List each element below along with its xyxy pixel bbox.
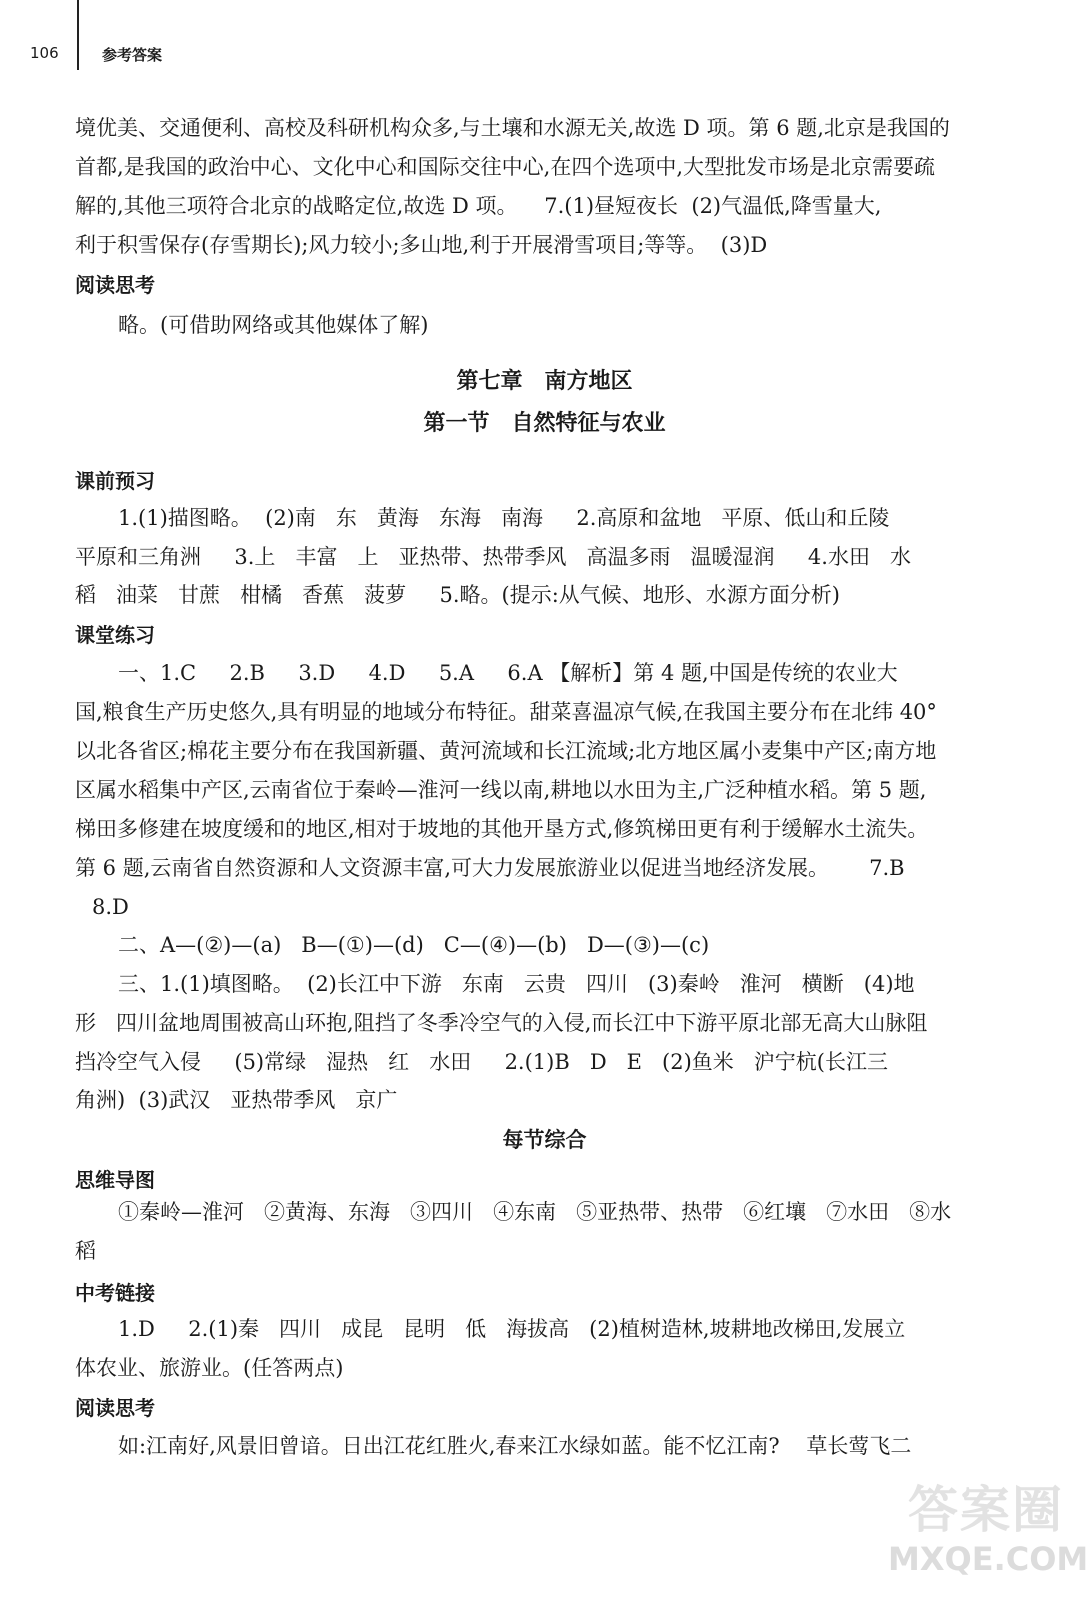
running-title: 参考答案	[102, 46, 163, 64]
section-heading-reading: 阅读思考	[75, 1396, 155, 1420]
text-line: 角洲) (3)武汉 亚热带季风 京广	[75, 1088, 398, 1112]
text-line: 解的,其他三项符合北京的战略定位,故选 D 项。 7.(1)昼短夜长 (2)气温低,降雪量大,	[75, 194, 882, 218]
text-line: 稻	[75, 1239, 96, 1263]
watermark-url: MXQE.COM	[888, 1540, 1089, 1578]
text-line: 利于积雪保存(存雪期长);风力较小;多山地,利于开展滑雪项目;等等。 (3)D	[75, 233, 768, 257]
text-line: 首都,是我国的政治中心、文化中心和国际交往中心,在四个选项中,大型批发市场是北京需要疏	[75, 155, 936, 179]
summary-heading: 每节综合	[502, 1128, 587, 1152]
text-line: 三、1.(1)填图略。 (2)长江中下游 东南 云贵 四川 (3)秦岭 淮河 横断 (4)地	[118, 972, 915, 996]
text-line: 略。(可借助网络或其他媒体了解)	[118, 313, 429, 337]
chapter-title: 第七章 南方地区	[456, 368, 633, 394]
text-line: 形 四川盆地周围被高山环抱,阻挡了冬季冷空气的入侵,而长江中下游平原北部无高大山脉阻	[75, 1011, 928, 1035]
watermark-logo-text: 答案圈	[908, 1481, 1064, 1539]
text-line: 稻 油菜 甘蔗 柑橘 香蕉 菠萝 5.略。(提示:从气候、地形、水源方面分析)	[75, 583, 841, 607]
text-line: 区属水稻集中产区,云南省位于秦岭—淮河一线以南,耕地以水田为主,广泛种植水稻。第 5 题,	[75, 778, 927, 802]
text-line: 梯田多修建在坡度缓和的地区,相对于坡地的其他开垦方式,修筑梯田更有利于缓解水土流失。	[75, 817, 929, 841]
text-line: 体农业、旅游业。(任答两点)	[75, 1356, 344, 1380]
text-line: 如:江南好,风景旧曾谙。日出江花红胜火,春来江水绿如蓝。能不忆江南? 草长莺飞二	[118, 1434, 912, 1458]
section-heading-reading: 阅读思考	[75, 273, 155, 297]
watermark-logo	[888, 1470, 1089, 1590]
text-line: 8.D	[92, 895, 129, 919]
page-number: 106	[30, 44, 59, 62]
section-heading-practice: 课堂练习	[75, 623, 155, 647]
section-heading-preview: 课前预习	[75, 469, 155, 493]
text-line: 一、1.C 2.B 3.D 4.D 5.A 6.A 【解析】第 4 题,中国是传统的农业大	[118, 661, 898, 685]
page-header	[0, 0, 1089, 80]
text-line: 挡冷空气入侵 (5)常绿 湿热 红 水田 2.(1)B D E (2)鱼米 沪宁杭(长江三	[75, 1050, 888, 1074]
text-line: 第 6 题,云南省自然资源和人文资源丰富,可大力发展旅游业以促进当地经济发展。 7.B	[75, 856, 905, 880]
text-line: 二、A—(②)—(a) B—(①)—(d) C—(④)—(b) D—(③)—(c)	[118, 933, 710, 957]
text-line: 国,粮食生产历史悠久,具有明显的地域分布特征。甜菜喜温凉气候,在我国主要分布在北纬 40°	[75, 700, 937, 724]
section-heading-mindmap: 思维导图	[75, 1168, 155, 1192]
header-divider	[77, 0, 79, 70]
text-line: 1.D 2.(1)秦 四川 成昆 昆明 低 海拔高 (2)植树造林,坡耕地改梯田,发展立	[118, 1317, 906, 1341]
text-line: 平原和三角洲 3.上 丰富 上 亚热带、热带季风 高温多雨 温暖湿润 4.水田 水	[75, 545, 911, 569]
text-line: 境优美、交通便利、高校及科研机构众多,与土壤和水源无关,故选 D 项。第 6 题,北京是我国的	[75, 116, 950, 140]
text-line: 以北各省区;棉花主要分布在我国新疆、黄河流域和长江流域;北方地区属小麦集中产区;南方地	[75, 739, 937, 763]
section-title: 第一节 自然特征与农业	[423, 410, 666, 436]
text-line: ①秦岭—淮河 ②黄海、东海 ③四川 ④东南 ⑤亚热带、热带 ⑥红壤 ⑦水田 ⑧水	[118, 1200, 952, 1224]
section-heading-exam: 中考链接	[75, 1281, 155, 1305]
text-line: 1.(1)描图略。 (2)南 东 黄海 东海 南海 2.高原和盆地 平原、低山和丘陵	[118, 506, 890, 530]
